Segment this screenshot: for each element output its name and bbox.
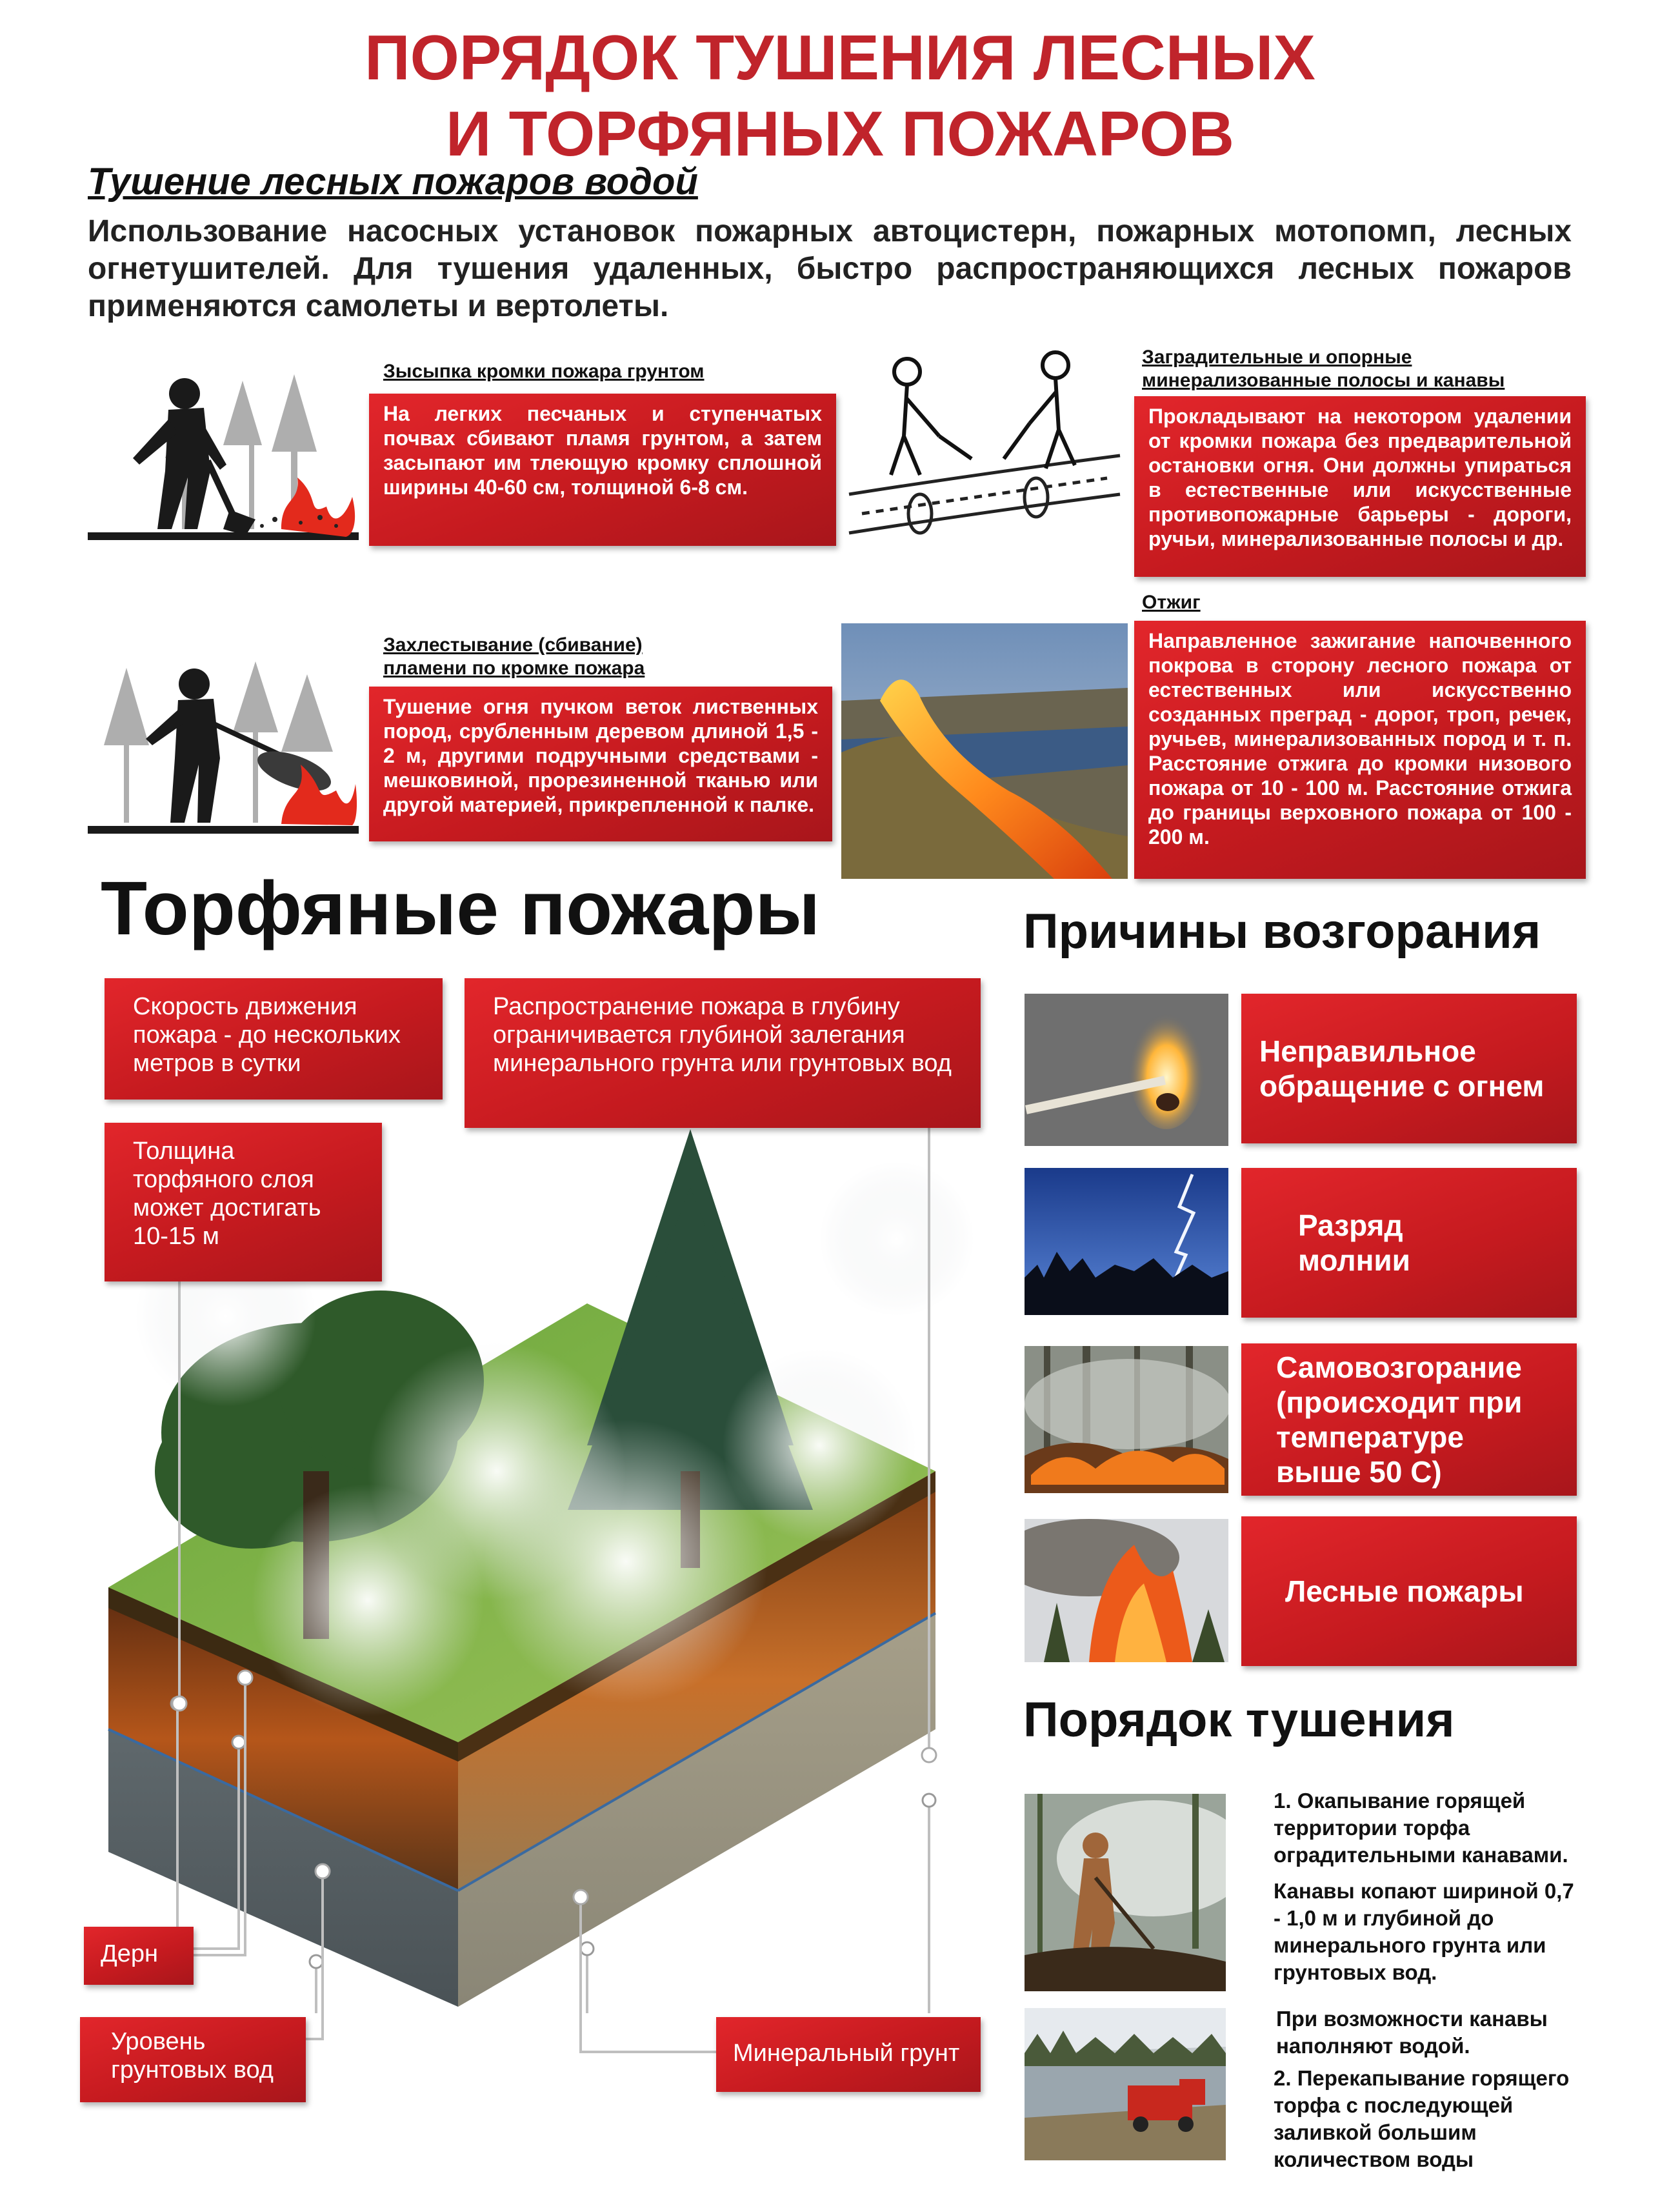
- cause-self-ignition: Самовозгорание (происходит при температуре выше 50 С): [1241, 1343, 1577, 1496]
- trench-workers-icon: [843, 346, 1126, 578]
- method-soil-text: На легких песчаных и ступенчатых почвах сбивают пламя грунтом, а затем засыпают им тлеющую кромку сплошной ширины 40-60 см, толщиной 6-8 см.: [369, 394, 836, 546]
- cause-forest-fires: Лесные пожары: [1241, 1516, 1577, 1666]
- label-groundwater: Уровень грунтовых вод: [80, 2017, 306, 2102]
- peat-speed-box: Скорость движения пожара - до нескольких метров в сутки: [105, 978, 443, 1100]
- label-turf: Дерн: [84, 1927, 194, 1985]
- water-section-title: Тушение лесных пожаров водой: [88, 161, 698, 203]
- page-title: [0, 19, 1680, 172]
- cause-lightning: Разряд молнии: [1241, 1168, 1577, 1318]
- smoldering-forest-photo: [1025, 1346, 1228, 1493]
- peat-fires-heading: Торфяные пожары: [101, 866, 821, 951]
- digging-worker-icon: [88, 368, 359, 548]
- method-trench-text: Прокладывают на некотором удалении от кромки пожара без предварительной остановки огня. Они должны упираться в естественные или искусственные противопожарные барьеры - дороги, ручьи, минерализованные полосы и др.: [1134, 396, 1586, 577]
- order-step1-extra: При возможности канавы наполняют водой.: [1276, 2007, 1548, 2058]
- method-beat-caption: Захлестывание (сбивание) пламени по кромке пожара: [383, 634, 645, 679]
- page-title-line1: ПОРЯДОК ТУШЕНИЯ ЛЕСНЫХ: [365, 22, 1315, 93]
- fire-truck-photo: [1025, 2008, 1226, 2160]
- peat-thickness-box: Толщина торфяного слоя может достигать 10-15 м: [105, 1123, 382, 1281]
- method-beat-text: Тушение огня пучком веток лиственных пород, срубленным деревом длиной 1,5 - 2 м, другими подручными средствами - мешковиной, прорезиненной тканью или другой материей, прикрепленной к палке.: [369, 687, 832, 841]
- order-heading: Порядок тушения: [1023, 1693, 1455, 1747]
- forest-fire-photo: [1025, 1519, 1228, 1662]
- method-backfire-caption: Отжиг: [1142, 592, 1201, 613]
- method-soil-caption: Зысыпка кромки пожара грунтом: [383, 361, 705, 382]
- match-flame-photo: [1025, 994, 1228, 1146]
- order-step1: 1. Окапывание горящей территории торфа оградительными канавами.: [1274, 1789, 1568, 1867]
- digging-man-photo: [1025, 1794, 1226, 1991]
- method-trench-caption: Заградительные и опорные минерализованные полосы и канавы: [1142, 347, 1505, 391]
- order-step2: 2. Перекапывание горящего торфа с последующей заливкой большим количеством воды: [1274, 2066, 1570, 2171]
- label-mineral-soil: Минеральный грунт: [716, 2017, 981, 2092]
- method-backfire-text: Направленное зажигание напочвенного покрова в сторону лесного пожара от естественных или искусственно созданных преград - дорог, троп, речек, ручьев, минерализованных пород и т. п. Расстояние отжига до кромки низового пожара от 10 - 100 м. Расстояние отжига до границы верховного пожара от 100 - 200 м.: [1134, 621, 1586, 879]
- order-step1-detail: Канавы копают шириной 0,7 - 1,0 м и глубиной до минерального грунта или грунтовых вод.: [1274, 1879, 1574, 1984]
- lightning-photo: [1025, 1168, 1228, 1315]
- grass-fire-photo: [841, 623, 1128, 879]
- causes-heading: Причины возгорания: [1023, 904, 1541, 959]
- branch-beater-icon: [88, 648, 359, 842]
- peat-depth-box: Распространение пожара в глубину ограничивается глубиной залегания минерального грунта или грунтовых вод: [465, 978, 981, 1128]
- cause-fire-handling: Неправильное обращение с огнем: [1241, 994, 1577, 1143]
- page-title-line2: И ТОРФЯНЫХ ПОЖАРОВ: [445, 98, 1235, 169]
- water-intro-text: Использование насосных установок пожарных автоцистерн, пожарных мотопомп, лесных огнетушителей. Для тушения удаленных, быстро распространяющихся лесных пожаров применяются самолеты и вертолеты.: [88, 214, 1572, 323]
